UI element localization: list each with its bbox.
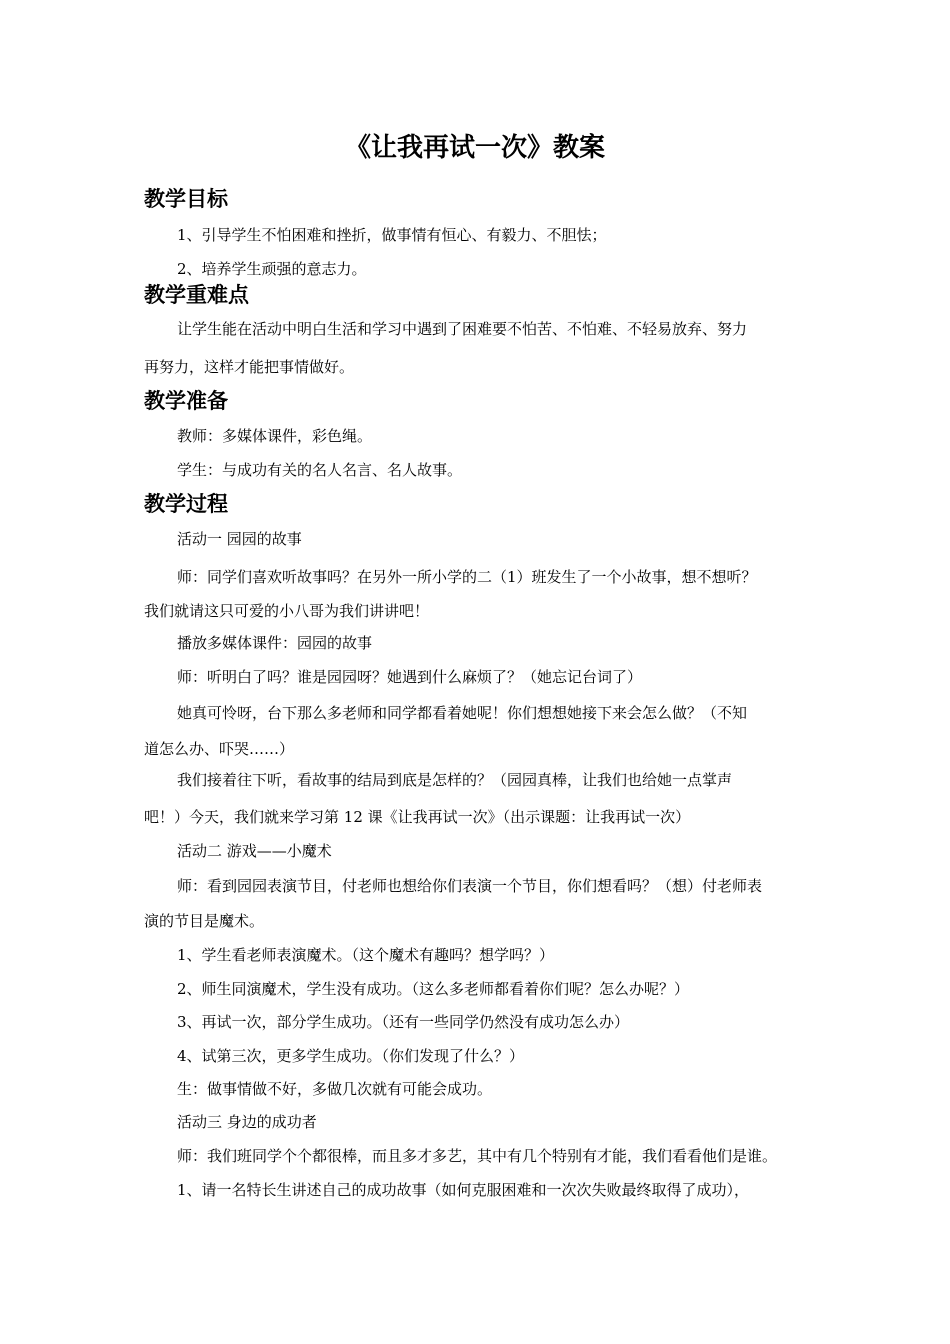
process-line: 生：做事情做不好，多做几次就有可能会成功。 [177, 1080, 493, 1098]
heading-key-points: 教学重难点 [144, 283, 249, 307]
process-line: 播放多媒体课件：园园的故事 [177, 634, 373, 652]
process-line: 4、试第三次，更多学生成功。（你们发现了什么？） [177, 1047, 525, 1065]
process-line: 我们就请这只可爱的小八哥为我们讲讲吧！ [144, 602, 430, 620]
heading-prep: 教学准备 [144, 389, 228, 413]
process-line: 1、请一名特长生讲述自己的成功故事（如何克服困难和一次次失败最终取得了成功）， [177, 1181, 750, 1199]
process-line: 2、师生同演魔术，学生没有成功。（这么多老师都看着你们呢？怎么办呢？） [177, 980, 690, 998]
process-line: 演的节目是魔术。 [144, 912, 265, 930]
heading-process: 教学过程 [144, 492, 228, 516]
prep-line-2: 学生：与成功有关的名人名言、名人故事。 [177, 461, 463, 479]
process-line: 师：同学们喜欢听故事吗？在另外一所小学的二（1）班发生了一个小故事，想不想听？ [177, 568, 757, 586]
process-line: 道怎么办、吓哭……） [144, 740, 295, 758]
prep-line-1: 教师：多媒体课件，彩色绳。 [177, 427, 373, 445]
process-line: 师：听明白了吗？谁是园园呀？她遇到什么麻烦了？（她忘记台词了） [177, 668, 643, 686]
key-points-line-1: 让学生能在活动中明白生活和学习中遇到了困难要不怕苦、不怕难、不轻易放弃、努力 [177, 320, 748, 338]
process-line: 活动一 园园的故事 [177, 530, 302, 548]
process-line: 吧！）今天，我们就来学习第 12 课《让我再试一次》（出示课题：让我再试一次） [144, 808, 691, 826]
process-line: 1、学生看老师表演魔术。（这个魔术有趣吗？想学吗？） [177, 946, 555, 964]
process-line: 我们接着往下听，看故事的结局到底是怎样的？（园园真棒，让我们也给她一点掌声 [177, 771, 733, 789]
process-line: 活动三 身边的成功者 [177, 1113, 317, 1131]
document-title: 《让我再试一次》教案 [344, 133, 605, 163]
key-points-line-2: 再努力，这样才能把事情做好。 [144, 358, 355, 376]
process-line: 师：我们班同学个个都很棒，而且多才多艺，其中有几个特别有才能，我们看看他们是谁。 [177, 1147, 778, 1165]
goals-line-1: 1、引导学生不怕困难和挫折，做事情有恒心、有毅力、不胆怯； [177, 226, 607, 244]
heading-goals: 教学目标 [144, 187, 228, 211]
process-line: 3、再试一次，部分学生成功。（还有一些同学仍然没有成功怎么办） [177, 1013, 630, 1031]
process-line: 活动二 游戏——小魔术 [177, 842, 332, 860]
goals-line-2: 2、培养学生顽强的意志力。 [177, 260, 367, 278]
process-line: 她真可怜呀，台下那么多老师和同学都看着她呢！你们想想她接下来会怎么做？（不知 [177, 704, 748, 722]
process-line: 师：看到园园表演节目，付老师也想给你们表演一个节目，你们想看吗？（想）付老师表 [177, 877, 763, 895]
